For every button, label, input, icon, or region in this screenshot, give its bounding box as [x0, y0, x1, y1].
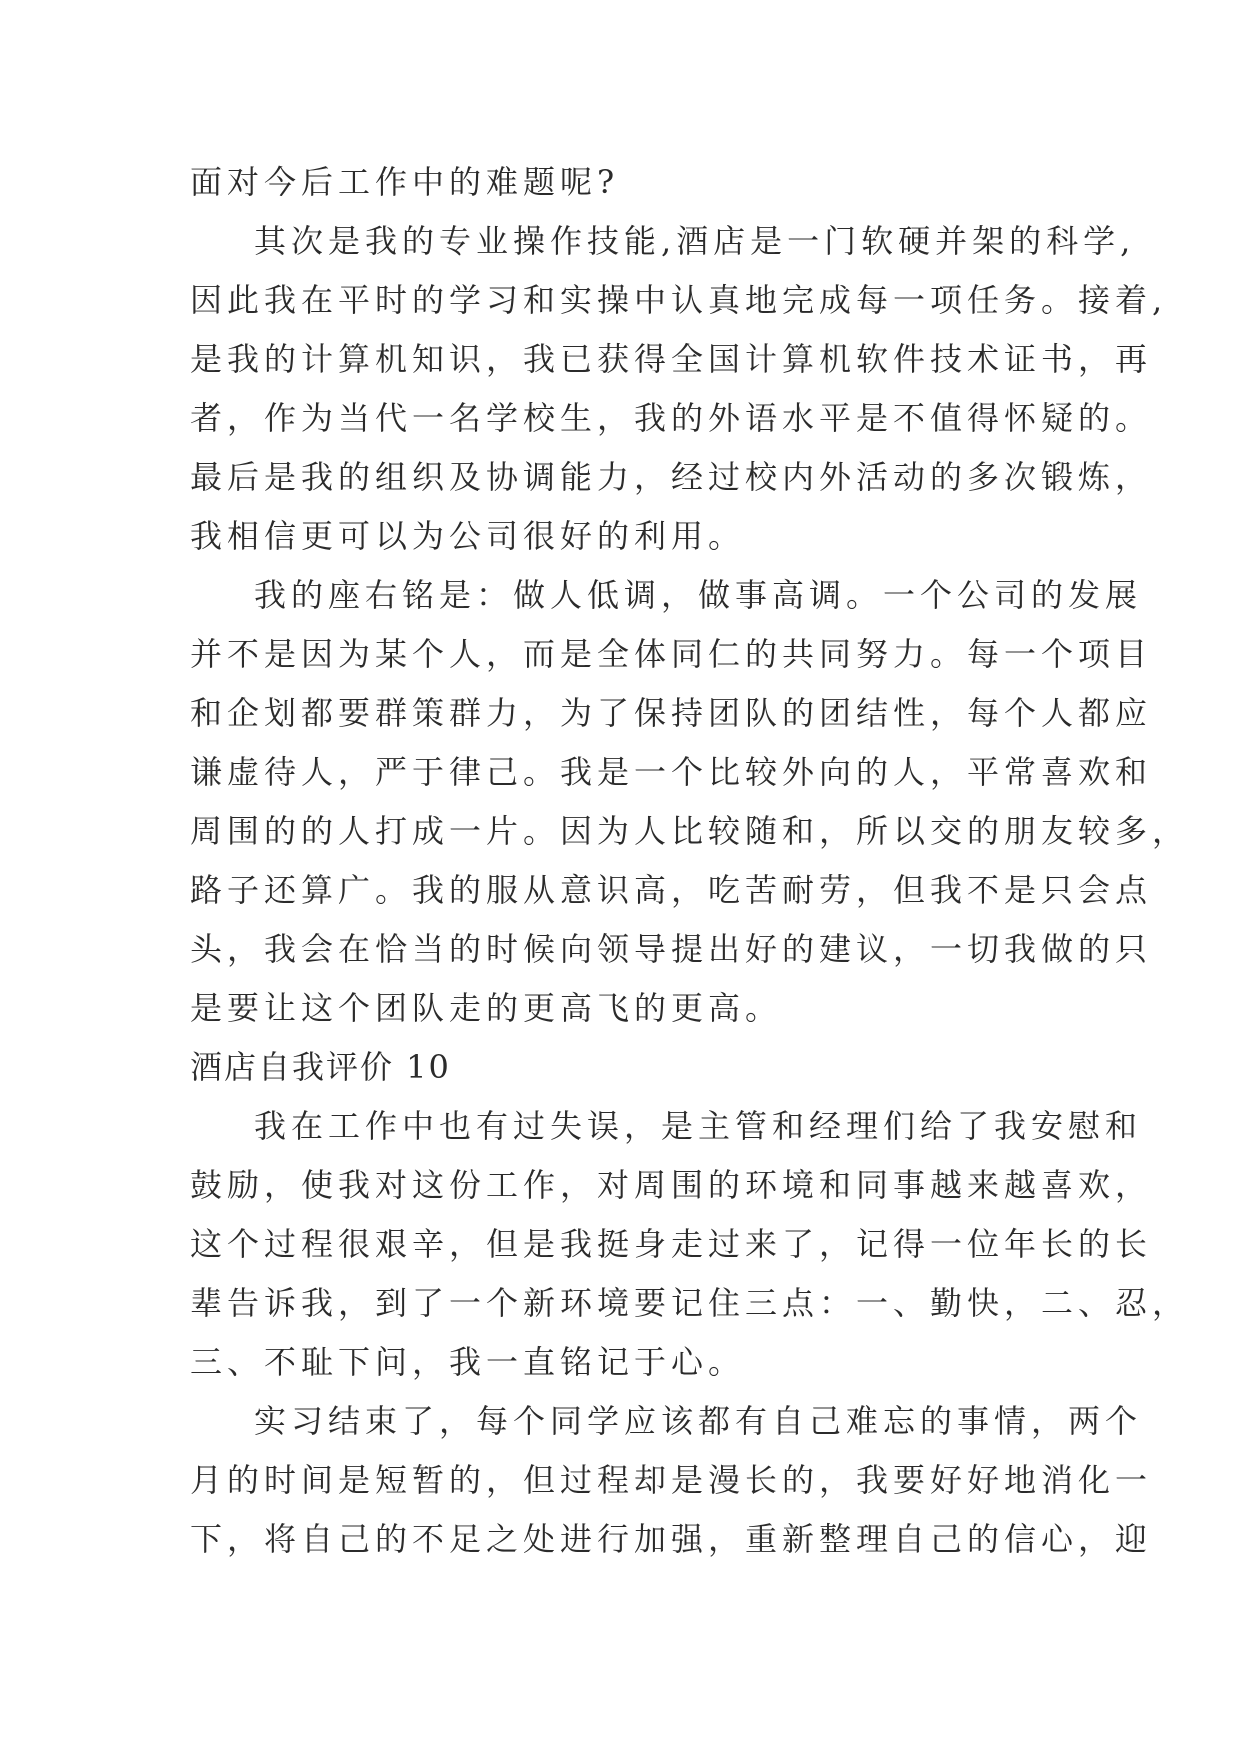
text-line: 周围的的人打成一片。因为人比较随和，所以交的朋友较多， [190, 812, 1190, 850]
text-line: 头，我会在恰当的时候向领导提出好的建议，一切我做的只 [190, 930, 1153, 968]
text-line: 是我的计算机知识，我已获得全国计算机软件技术证书，再 [190, 340, 1153, 378]
paragraph-continuation [190, 153, 1080, 212]
text-line: 其次是我的专业操作技能,酒店是一门软硬并架的科学, [254, 222, 1136, 260]
text-line: 最后是我的组织及协调能力，经过校内外活动的多次锻炼， [190, 458, 1153, 496]
text-line: 月的时间是短暂的，但过程却是漫长的，我要好好地消化一 [190, 1461, 1153, 1499]
text-line: 者，作为当代一名学校生，我的外语水平是不值得怀疑的。 [190, 399, 1153, 437]
text-line: 下，将自己的不足之处进行加强，重新整理自己的信心，迎 [190, 1520, 1153, 1558]
section-heading: 酒店自我评价 10 [190, 1048, 451, 1086]
text-line: 这个过程很艰辛，但是我挺身走过来了，记得一位年长的长 [190, 1225, 1153, 1263]
text-line: 我的座右铭是：做人低调，做事高调。一个公司的发展 [254, 576, 1143, 614]
text-line: 辈告诉我，到了一个新环境要记住三点：一、勤快，二、忍， [190, 1284, 1190, 1322]
text-line: 谦虚待人，严于律己。我是一个比较外向的人，平常喜欢和 [190, 753, 1153, 791]
text-line: 并不是因为某个人，而是全体同仁的共同努力。每一个项目 [190, 635, 1153, 673]
text-line: 鼓励，使我对这份工作，对周围的环境和同事越来越喜欢， [190, 1166, 1153, 1204]
text-line: 面对今后工作中的难题呢? [190, 163, 620, 201]
paragraph-motto [190, 566, 1190, 1038]
text-line: 实习结束了，每个同学应该都有自己难忘的事情，两个 [254, 1402, 1143, 1440]
text-line: 三、不耻下问，我一直铭记于心。 [190, 1343, 746, 1381]
text-line: 和企划都要群策群力，为了保持团队的团结性，每个人都应 [190, 694, 1153, 732]
paragraph-mistakes [190, 1097, 1190, 1392]
text-line: 是要让这个团队走的更高飞的更高。 [190, 989, 783, 1027]
document-body [190, 153, 1190, 1569]
text-line: 我相信更可以为公司很好的利用。 [190, 517, 746, 555]
text-line: 路子还算广。我的服从意识高，吃苦耐劳，但我不是只会点 [190, 871, 1153, 909]
paragraph-internship-end [190, 1392, 1153, 1569]
text-line: 我在工作中也有过失误，是主管和经理们给了我安慰和 [254, 1107, 1143, 1145]
text-line: 因此我在平时的学习和实操中认真地完成每一项任务。接着, [190, 281, 1168, 319]
paragraph-skills [190, 212, 1168, 566]
